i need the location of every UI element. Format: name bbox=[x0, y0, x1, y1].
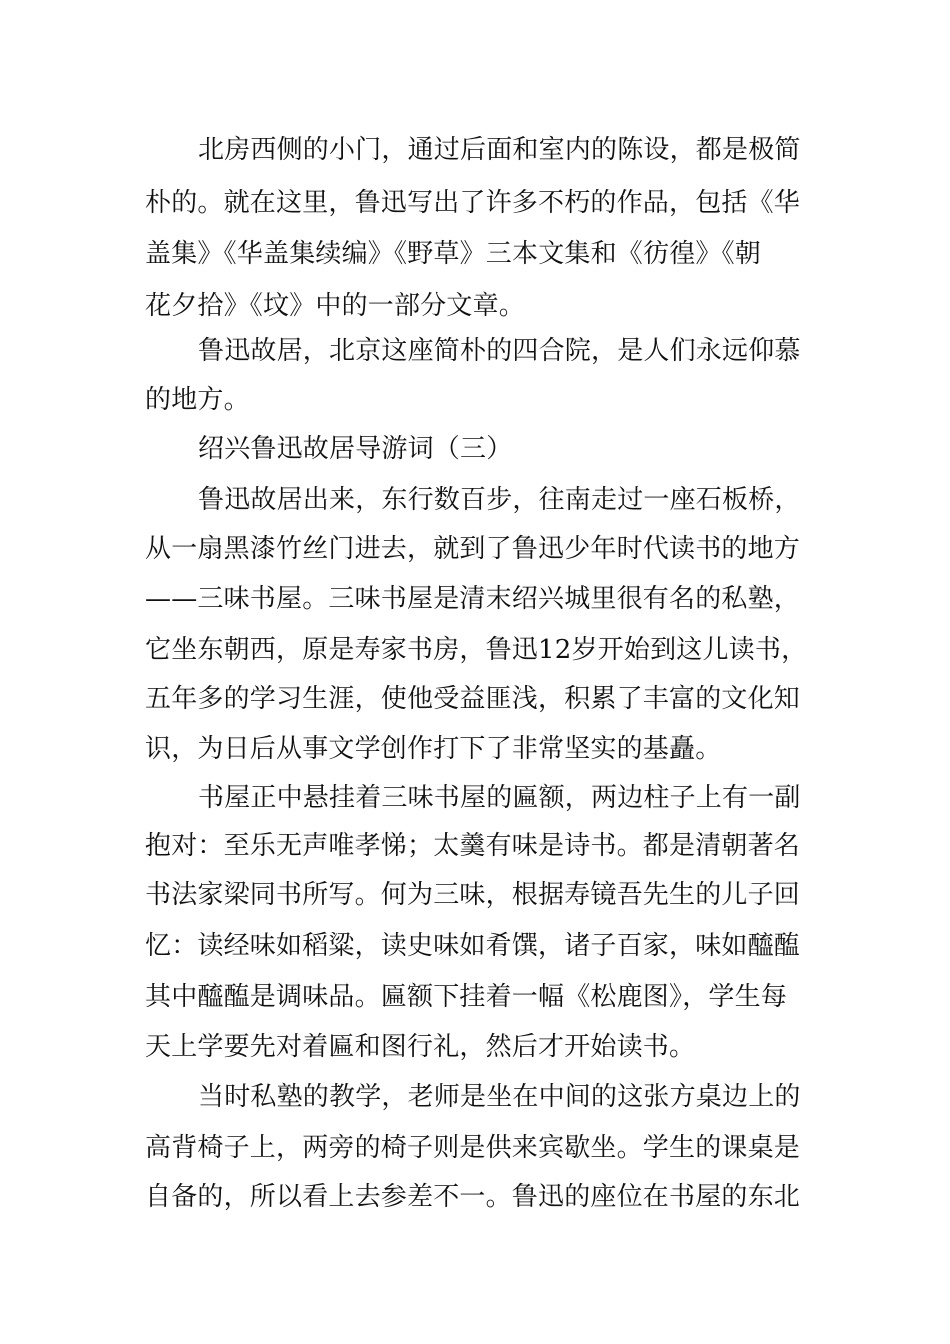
text-line: 花夕拾》《坟》中的一部分文章。 bbox=[145, 291, 526, 321]
text-line: 北房西侧的小门，通过后面和室内的陈设，都是极简 bbox=[198, 135, 801, 165]
text-line: 其中醯醢是调味品。匾额下挂着一幅《松鹿图》，学生每 bbox=[145, 982, 788, 1012]
text-line: 从一扇黑漆竹丝门进去，就到了鲁迅少年时代读书的地方 bbox=[145, 534, 801, 564]
section-heading: 绍兴鲁迅故居导游词（三） bbox=[198, 434, 513, 464]
text-line: 当时私塾的教学，老师是坐在中间的这张方桌边上的 bbox=[198, 1082, 801, 1112]
text-line: 书屋正中悬挂着三味书屋的匾额，两边柱子上有一副 bbox=[198, 783, 801, 813]
text-line: 识，为日后从事文学创作打下了非常坚实的基矗。 bbox=[145, 734, 722, 764]
text-line: ——三味书屋。三味书屋是清末绍兴城里很有名的私塾， bbox=[145, 584, 801, 614]
text-line: 自备的，所以看上去参差不一。鲁迅的座位在书屋的东北 bbox=[145, 1182, 801, 1212]
text-line: 鲁迅故居，北京这座简朴的四合院，是人们永远仰慕 bbox=[198, 336, 801, 366]
text-line: 朴的。就在这里，鲁迅写出了许多不朽的作品，包括《华 bbox=[145, 188, 801, 218]
text-line: 书法家梁同书所写。何为三味，根据寿镜吾先生的儿子回 bbox=[145, 880, 801, 910]
text-line: 它坐东朝西，原是寿家书房，鲁迅12岁开始到这儿读书， bbox=[145, 635, 808, 665]
text-line: 高背椅子上，两旁的椅子则是供来宾歇坐。学生的课桌是 bbox=[145, 1133, 801, 1163]
text-line: 天上学要先对着匾和图行礼，然后才开始读书。 bbox=[145, 1032, 696, 1062]
text-line: 鲁迅故居出来，东行数百步，往南走过一座石板桥， bbox=[198, 485, 801, 515]
text-line: 的地方。 bbox=[145, 385, 250, 415]
text-line: 抱对：至乐无声唯孝悌；太羹有味是诗书。都是清朝著名 bbox=[145, 831, 801, 861]
text-line: 盖集》《华盖集续编》《野草》三本文集和《彷徨》《朝 bbox=[145, 239, 762, 269]
text-line: 五年多的学习生涯，使他受益匪浅，积累了丰富的文化知 bbox=[145, 684, 801, 714]
text-line: 忆：读经味如稻粱，读史味如肴馔，诸子百家，味如醯醢 bbox=[145, 931, 801, 961]
